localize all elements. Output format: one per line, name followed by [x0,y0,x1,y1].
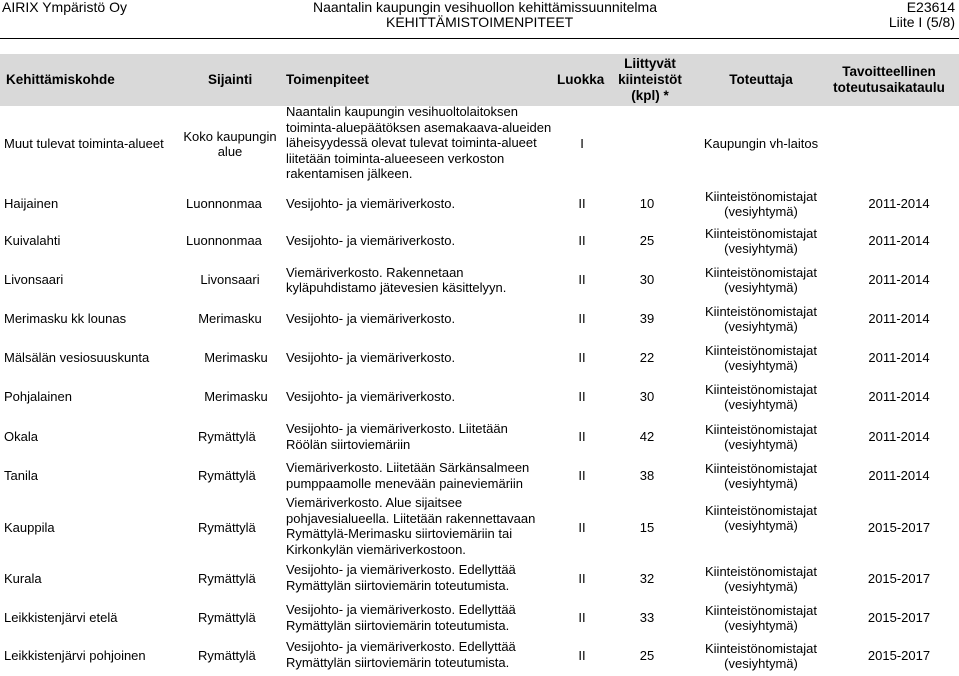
row-kohde: Kurala [4,571,42,587]
row-toimenpiteet: Vesijohto- ja viemäriverkosto. Liitetään Röölän siirtoviemäriin [286,421,508,452]
row-luokka: II [578,648,586,664]
row-kiinteistot: 22 [639,350,655,366]
row-toteuttaja: Kaupungin vh-laitos [703,136,819,152]
row-sijainti: Merimasku [198,311,262,327]
table-row [0,562,959,596]
row-aikataulu: 2015-2017 [867,648,931,664]
table-row [0,185,959,223]
table-row [0,300,959,338]
row-luokka: II [578,468,586,484]
row-kiinteistot: 10 [639,196,655,212]
header-kiinteistot-line1: Liittyvät [624,56,676,71]
document-subtitle: KEHITTÄMISTOIMENPITEET [386,14,574,30]
row-toteuttaja: Kiinteistönomistajat (vesiyhtymä) [705,381,817,412]
row-luokka: II [578,571,586,587]
row-toimenpiteet: Viemäriverkosto. Alue sijaitsee pohjavesialueella. Liitetään rakennettavaan Rymättylä-Merimasku siirtoviemäriin tai Kirkonkylän viemäriverkostoon. [286,495,536,557]
row-luokka: II [578,272,586,288]
page-header [0,0,959,40]
row-aikataulu: 2011-2014 [868,311,930,327]
row-sijainti: Rymättylä [198,610,256,626]
row-luokka: II [578,520,586,536]
row-toimenpiteet: Naantalin kaupungin vesihuoltolaitoksen toiminta-aluepäätöksen asemakaava-alueiden läheisyydessä olevat tulevat toiminta-alueet liitetään toiminta-alueeseen verkoston rakentamisen jälkeen. [286,104,552,181]
row-aikataulu: 2011-2014 [868,389,930,405]
row-toteuttaja: Kiinteistönomistajat (vesiyhtymä) [705,264,817,295]
row-kohde: Leikkistenjärvi pohjoinen [4,648,146,664]
row-kohde: Pohjalainen [4,389,72,405]
row-sijainti: Livonsaari [200,272,260,288]
row-kiinteistot: 39 [639,311,655,327]
document-title: Naantalin kaupungin vesihuollon kehittämissuunnitelma [313,0,657,15]
row-sijainti: Rymättylä [198,648,256,664]
row-kiinteistot: 25 [639,233,655,249]
row-luokka: II [578,233,586,249]
row-aikataulu: 2011-2014 [868,429,930,445]
table-row [0,339,959,377]
row-luokka: I [580,136,584,152]
row-kiinteistot: 32 [639,571,655,587]
row-kiinteistot: 42 [639,429,655,445]
document-code: E23614 [906,0,955,15]
header-aikataulu [820,64,958,96]
row-toteuttaja: Kiinteistönomistajat (vesiyhtymä) [705,225,817,256]
row-toimenpiteet: Vesijohto- ja viemäriverkosto. [286,196,456,212]
table-row [0,378,959,416]
row-kohde: Leikkistenjärvi etelä [4,610,118,626]
row-kiinteistot: 38 [639,468,655,484]
row-kohde: Mälsälän vesiosuuskunta [4,350,150,366]
row-kohde: Haijainen [4,196,59,212]
row-luokka: II [578,196,586,212]
row-toteuttaja: Kiinteistönomistajat (vesiyhtymä) [705,602,817,633]
table-row [0,458,959,494]
row-toimenpiteet: Vesijohto- ja viemäriverkosto. [286,389,456,405]
row-sijainti: Koko kaupungin alue [183,128,277,159]
row-kiinteistot: 33 [639,610,655,626]
row-toteuttaja: Kiinteistönomistajat (vesiyhtymä) [705,640,817,671]
row-aikataulu: 2011-2014 [868,233,930,249]
row-luokka: II [578,429,586,445]
row-toimenpiteet: Vesijohto- ja viemäriverkosto. [286,311,456,327]
row-kiinteistot: 25 [639,648,655,664]
row-toteuttaja: Kiinteistönomistajat (vesiyhtymä) [705,563,817,594]
row-sijainti: Merimasku [204,389,268,405]
table-row [0,261,959,299]
row-sijainti: Luonnonmaa [186,196,262,212]
row-toimenpiteet: Vesijohto- ja viemäriverkosto. Edellyttää Rymättylän siirtoviemärin toteutumista. [286,639,516,670]
row-toimenpiteet: Viemäriverkosto. Liitetään Särkänsalmeen pumppaamolle menevään paineviemäriin [286,460,530,491]
row-toimenpiteet: Viemäriverkosto. Rakennetaan kyläpuhdistamo jätevesien käsittelyyn. [286,264,507,295]
row-kohde: Kauppila [4,520,55,536]
row-sijainti: Rymättylä [198,429,256,445]
row-kiinteistot: 15 [639,520,655,536]
row-toteuttaja: Kiinteistönomistajat (vesiyhtymä) [705,303,817,334]
row-luokka: II [578,350,586,366]
header-aikataulu-line2: toteutusaikataulu [833,80,945,95]
row-toteuttaja: Kiinteistönomistajat (vesiyhtymä) [705,502,817,533]
company-name: AIRIX Ympäristö Oy [2,0,128,15]
appendix-page: Liite I (5/8) [888,14,955,30]
row-aikataulu: 2015-2017 [867,610,931,626]
row-aikataulu: 2015-2017 [867,571,931,587]
table-row [0,637,959,675]
row-aikataulu: 2015-2017 [867,520,931,536]
row-toteuttaja: Kiinteistönomistajat (vesiyhtymä) [705,342,817,373]
header-kiinteistot [614,56,686,104]
row-sijainti: Luonnonmaa [186,233,262,249]
row-kiinteistot: 30 [639,272,655,288]
row-aikataulu: 2011-2014 [868,468,930,484]
header-kiinteistot-line2: kiinteistöt [618,72,682,87]
row-sijainti: Rymättylä [198,468,256,484]
header-luokka: Luokka [557,72,605,87]
row-toimenpiteet: Vesijohto- ja viemäriverkosto. Edellyttää Rymättylän siirtoviemärin toteutumista. [286,562,516,593]
row-luokka: II [578,610,586,626]
row-toimenpiteet: Vesijohto- ja viemäriverkosto. [286,350,456,366]
row-luokka: II [578,389,586,405]
row-toimenpiteet: Vesijohto- ja viemäriverkosto. Edellyttää Rymättylän siirtoviemärin toteutumista. [286,602,516,633]
row-aikataulu: 2011-2014 [868,196,930,212]
table-row [0,495,959,561]
table-row [0,104,959,184]
row-kohde: Muut tulevat toiminta-alueet [4,136,164,152]
row-kohde: Merimasku kk lounas [4,311,127,327]
header-sijainti: Sijainti [208,72,253,87]
row-aikataulu [840,104,958,184]
table-row [0,418,959,456]
table-row [0,223,959,259]
header-kohde: Kehittämiskohde [6,72,115,87]
row-kohde: Okala [4,429,38,445]
table-header [0,54,959,106]
row-kohde: Tanila [4,468,38,484]
row-aikataulu: 2011-2014 [868,350,930,366]
row-kohde: Livonsaari [4,272,64,288]
row-aikataulu: 2011-2014 [868,272,930,288]
row-sijainti: Rymättylä [198,571,256,587]
row-luokka: II [578,311,586,327]
row-toteuttaja: Kiinteistönomistajat (vesiyhtymä) [705,188,817,219]
row-kiinteistot [632,104,662,184]
header-kiinteistot-line3: (kpl) * [631,88,669,103]
row-sijainti: Merimasku [204,350,268,366]
header-rule [0,38,959,39]
header-toimenpiteet: Toimenpiteet [286,72,370,87]
header-toteuttaja: Toteuttaja [729,72,793,87]
table-row [0,600,959,636]
header-aikataulu-line1: Tavoitteellinen [842,64,936,79]
row-kohde: Kuivalahti [4,233,61,249]
row-kiinteistot: 30 [639,389,655,405]
row-toteuttaja: Kiinteistönomistajat (vesiyhtymä) [705,460,817,491]
row-toimenpiteet: Vesijohto- ja viemäriverkosto. [286,233,456,249]
row-sijainti: Rymättylä [198,520,256,536]
row-toteuttaja: Kiinteistönomistajat (vesiyhtymä) [705,421,817,452]
